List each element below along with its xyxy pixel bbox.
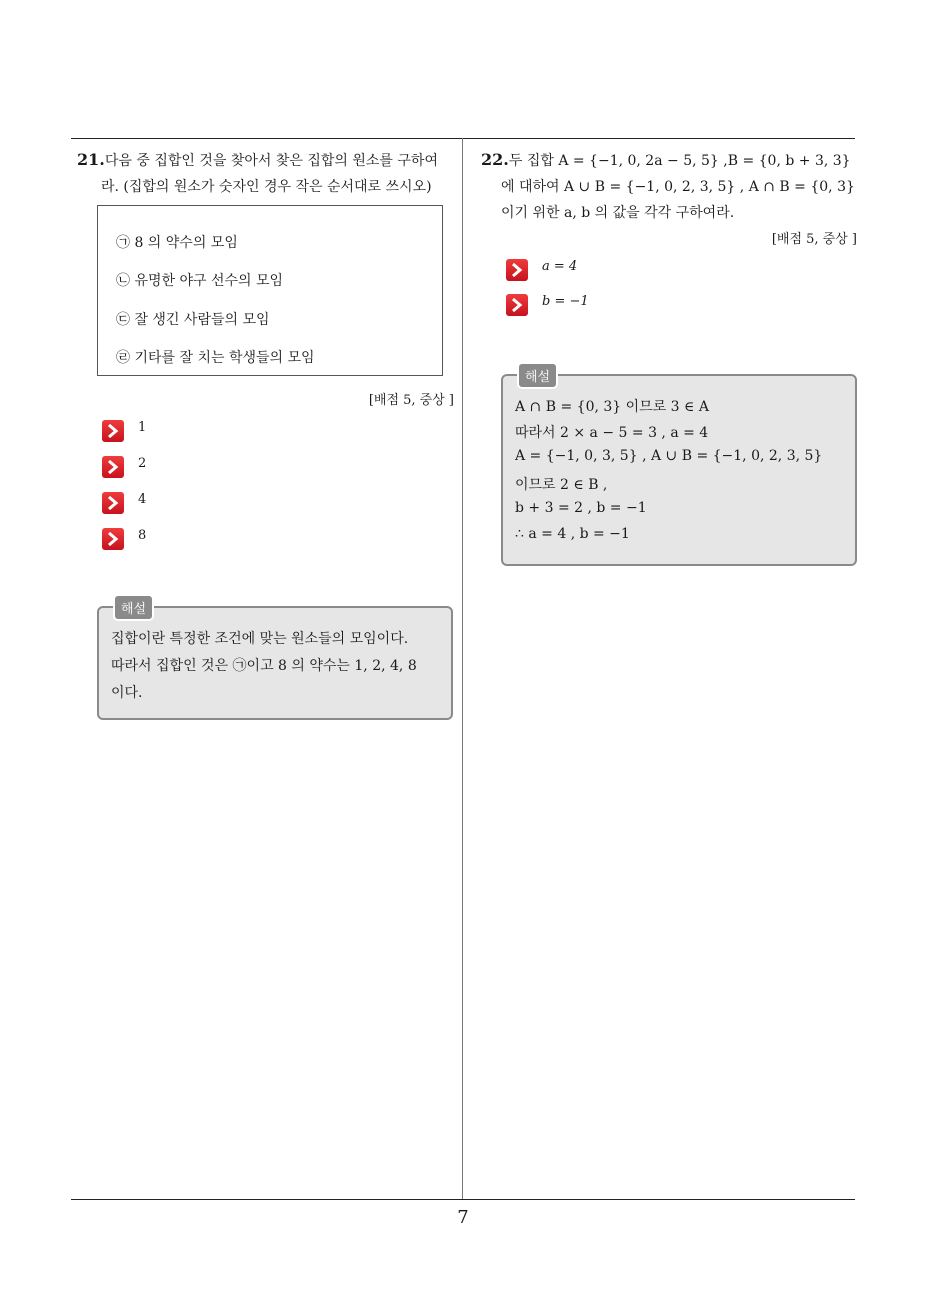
answer-value: b = −1 bbox=[542, 293, 589, 309]
q21-choice-1 bbox=[116, 232, 238, 252]
q21-choice-3 bbox=[116, 309, 270, 329]
q21-explanation-box bbox=[97, 602, 453, 720]
q21-question bbox=[77, 147, 457, 200]
q21-answer-1 bbox=[102, 420, 146, 442]
answer-value: 4 bbox=[138, 491, 147, 507]
q22-line3: 이기 위한 a, b 의 값을 각각 구하여라. bbox=[501, 205, 735, 221]
q21-line1: 다음 중 집합인 것을 찾아서 찾은 집합의 원소를 구하여 bbox=[104, 153, 438, 169]
chevron-right-icon bbox=[102, 492, 124, 514]
choice-text: 잘 생긴 사람들의 모임 bbox=[134, 312, 270, 328]
answer-value: 8 bbox=[138, 527, 147, 543]
explanation-line: A = {−1, 0, 3, 5} , A ∪ B = {−1, 0, 2, 3, 5} bbox=[515, 448, 823, 464]
bottom-rule bbox=[71, 1199, 855, 1200]
column-divider bbox=[462, 138, 463, 1200]
choice-text: 8 의 약수의 모임 bbox=[134, 235, 238, 251]
chevron-right-icon bbox=[102, 456, 124, 478]
q22-number: 22. bbox=[481, 150, 509, 169]
explanation-line: A ∩ B = {0, 3} 이므로 3 ∈ A bbox=[515, 399, 709, 415]
choice-text: 유명한 야구 선수의 모임 bbox=[134, 273, 284, 289]
q22-line1: 두 집합 A = {−1, 0, 2a − 5, 5} ,B = {0, b + 3, 3} bbox=[508, 153, 851, 169]
choice-label: ㉣ bbox=[116, 350, 130, 366]
q22-answer-1 bbox=[506, 259, 577, 281]
q22-answer-2 bbox=[506, 294, 589, 316]
chevron-right-icon bbox=[506, 294, 528, 316]
q21-number: 21. bbox=[77, 150, 105, 169]
q21-choice-box bbox=[97, 205, 443, 376]
chevron-right-icon bbox=[506, 259, 528, 281]
chevron-right-icon bbox=[102, 528, 124, 550]
chevron-right-icon bbox=[102, 420, 124, 442]
q22-line2: 에 대하여 A ∪ B = {−1, 0, 2, 3, 5} , A ∩ B = {0, 3} bbox=[501, 179, 855, 195]
explanation-line: 따라서 2 × a − 5 = 3 , a = 4 bbox=[515, 425, 709, 441]
explanation-line: 이므로 2 ∈ B , bbox=[515, 477, 608, 493]
page-number: 7 bbox=[457, 1207, 469, 1228]
q21-answer-2 bbox=[102, 456, 146, 478]
choice-label: ㉠ bbox=[116, 235, 130, 251]
choice-text: 기타를 잘 치는 학생들의 모임 bbox=[134, 350, 315, 366]
answer-value: 2 bbox=[138, 455, 147, 471]
answer-value: 1 bbox=[138, 419, 147, 435]
explanation-line: ∴ a = 4 , b = −1 bbox=[515, 526, 630, 542]
q22-score: [배점 5, 중상 ] bbox=[771, 232, 857, 247]
choice-label: ㉢ bbox=[116, 312, 130, 328]
explanation-tag: 해설 bbox=[113, 594, 154, 621]
choice-label: ㉡ bbox=[116, 273, 130, 289]
q21-score: [배점 5, 중상 ] bbox=[368, 393, 454, 408]
q22-explanation-box bbox=[501, 370, 857, 566]
q21-answer-4 bbox=[102, 528, 146, 550]
explanation-line: b + 3 = 2 , b = −1 bbox=[515, 500, 647, 516]
explanation-line: 따라서 집합인 것은 ㉠이고 8 의 약수는 1, 2, 4, 8 bbox=[111, 658, 417, 674]
q21-choice-2 bbox=[116, 270, 283, 290]
q22-question bbox=[481, 147, 861, 226]
explanation-line: 이다. bbox=[111, 685, 143, 701]
explanation-tag: 해설 bbox=[517, 362, 558, 389]
top-rule bbox=[71, 138, 855, 139]
q21-line2: 라. (집합의 원소가 숫자인 경우 작은 순서대로 쓰시오) bbox=[101, 179, 432, 195]
q21-answer-3 bbox=[102, 492, 146, 514]
answer-value: a = 4 bbox=[542, 258, 578, 274]
q21-choice-4 bbox=[116, 347, 315, 367]
explanation-line: 집합이란 특정한 조건에 맞는 원소들의 모임이다. bbox=[111, 631, 409, 647]
